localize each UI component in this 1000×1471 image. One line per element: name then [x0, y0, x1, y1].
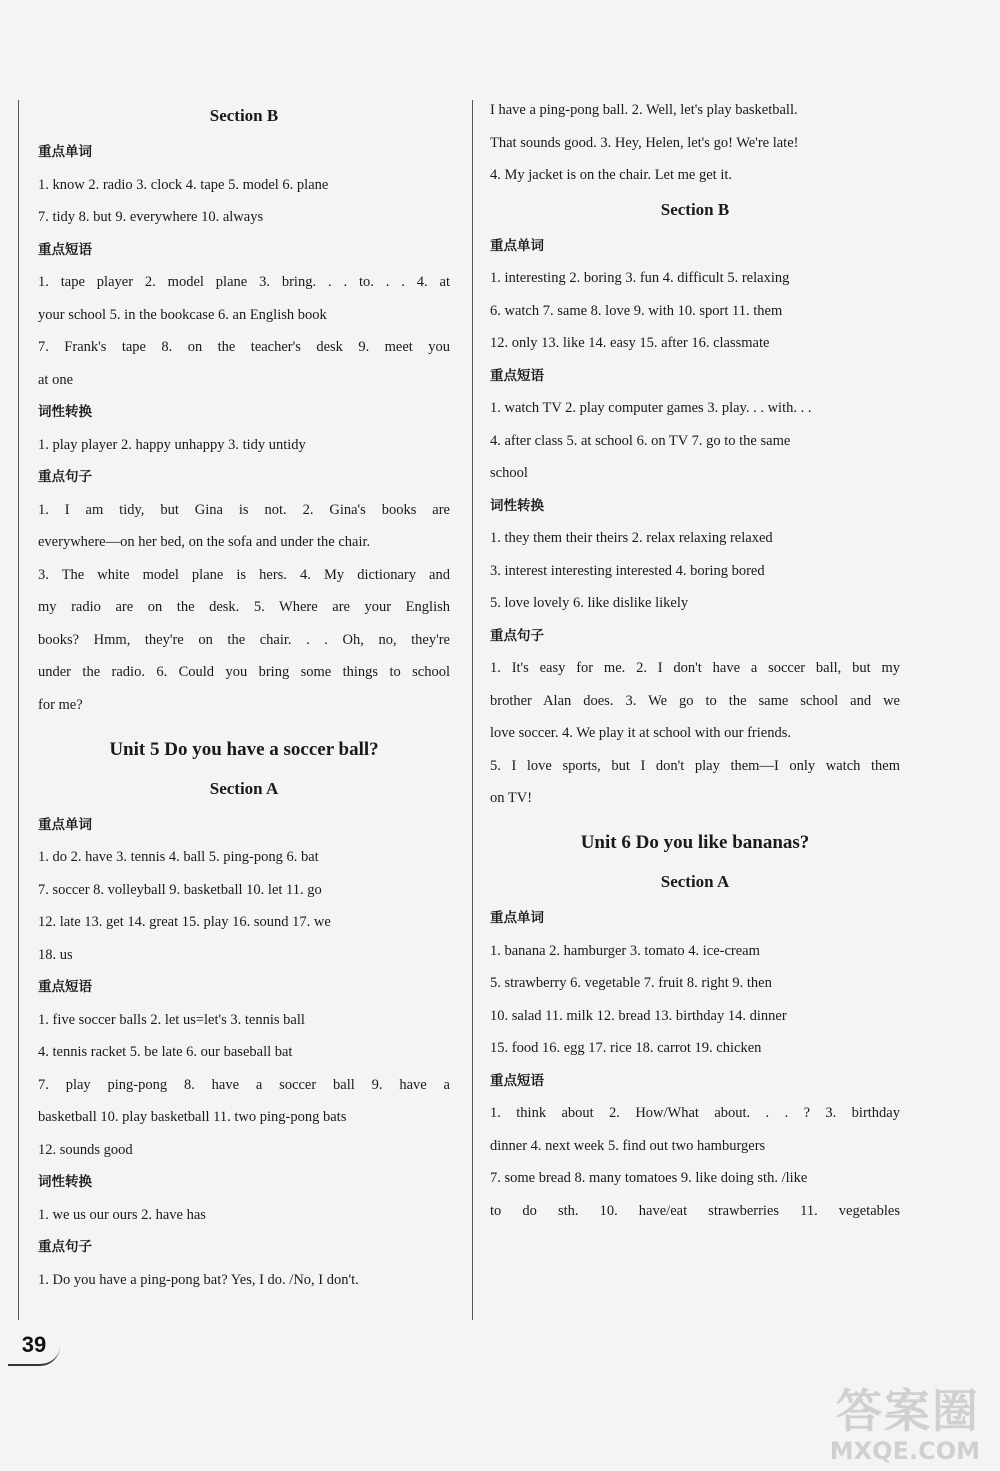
- category-heading: 重点单词: [38, 144, 92, 160]
- page-number: 39: [8, 1326, 60, 1366]
- category-heading: 重点短语: [38, 241, 92, 258]
- answer-line: 3. The white model plane is hers. 4. My dictionary and: [38, 566, 450, 583]
- answer-line: your school 5. in the bookcase 6. an English book: [38, 306, 327, 323]
- answer-line: 1. know 2. radio 3. clock 4. tape 5. model 6. plane: [38, 176, 329, 193]
- answer-line: basketball 10. play basketball 11. two ping-pong bats: [38, 1109, 347, 1125]
- answer-line: 1. they them their theirs 2. relax relaxing relaxed: [490, 530, 773, 546]
- answer-line: 1. banana 2. hamburger 3. tomato 4. ice-cream: [490, 942, 760, 959]
- answer-line: 7. Frank's tape 8. on the teacher's desk 9. meet you: [38, 339, 450, 355]
- left-margin-rule: [18, 100, 19, 1320]
- answer-line: 12. only 13. like 14. easy 15. after 16. classmate: [490, 335, 770, 351]
- answer-line: 1. we us our ours 2. have has: [38, 1206, 206, 1223]
- answer-line: 1. play player 2. happy unhappy 3. tidy untidy: [38, 436, 306, 453]
- unit-title: Unit 6 Do you like bananas?: [580, 832, 810, 853]
- answer-line: everywhere—on her bed, on the sofa and under the chair.: [38, 534, 371, 550]
- section-heading: Section B: [209, 106, 279, 125]
- category-heading: 重点句子: [490, 627, 544, 644]
- answer-line: under the radio. 6. Could you bring some things to school: [38, 664, 450, 680]
- answer-line: 1. think about 2. How/What about. . . ? 3. birthday: [490, 1105, 900, 1121]
- answer-line: 12. sounds good: [38, 1141, 133, 1158]
- category-heading: 重点短语: [38, 979, 92, 995]
- answer-line: 1. watch TV 2. play computer games 3. play. . . with. . .: [490, 400, 812, 416]
- answer-line: 3. interest interesting interested 4. boring bored: [490, 562, 765, 579]
- answer-line: 4. tennis racket 5. be late 6. our baseball bat: [38, 1044, 293, 1060]
- category-heading: 重点短语: [490, 1072, 544, 1089]
- answer-line: 1. Do you have a ping-pong bat? Yes, I do. /No, I don't.: [38, 1271, 359, 1288]
- answer-line: 1. interesting 2. boring 3. fun 4. difficult 5. relaxing: [490, 270, 790, 286]
- answer-line: 10. salad 11. milk 12. bread 13. birthday 14. dinner: [490, 1007, 787, 1024]
- answer-line: 7. soccer 8. volleyball 9. basketball 10. let 11. go: [38, 881, 322, 898]
- category-heading: 重点短语: [490, 367, 544, 384]
- category-heading: 重点单词: [490, 237, 544, 254]
- category-heading: 词性转换: [38, 404, 92, 420]
- category-heading: 重点单词: [490, 910, 544, 926]
- answer-line: I have a ping-pong ball. 2. Well, let's play basketball.: [490, 102, 798, 118]
- column-divider: [472, 100, 473, 1320]
- answer-line: 12. late 13. get 14. great 15. play 16. sound 17. we: [38, 914, 331, 930]
- answer-line: 7. some bread 8. many tomatoes 9. like doing sth. /like: [490, 1170, 808, 1186]
- answer-line: 1. tape player 2. model plane 3. bring. . . to. . . 4. at: [38, 274, 450, 290]
- answer-line: 1. I am tidy, but Gina is not. 2. Gina's books are: [38, 501, 450, 518]
- category-heading: 词性转换: [38, 1174, 92, 1190]
- section-heading: Section A: [209, 778, 279, 798]
- answer-line: 4. after class 5. at school 6. on TV 7. go to the same: [490, 432, 791, 449]
- answer-line: my radio are on the desk. 5. Where are your English: [38, 599, 450, 615]
- answer-line: school: [490, 465, 528, 481]
- answer-line: 5. strawberry 6. vegetable 7. fruit 8. right 9. then: [490, 975, 772, 991]
- category-heading: 词性转换: [490, 497, 544, 514]
- answer-line: to do sth. 10. have/eat strawberries 11. vegetables: [490, 1202, 900, 1219]
- category-heading: 重点单词: [38, 816, 92, 833]
- section-heading: Section A: [660, 872, 730, 891]
- unit-title: Unit 5 Do you have a soccer ball?: [109, 738, 379, 760]
- answer-line: books? Hmm, they're on the chair. . . Oh, no, they're: [38, 631, 450, 648]
- section-heading: Section B: [660, 199, 730, 219]
- answer-line: 6. watch 7. same 8. love 9. with 10. sport 11. them: [490, 302, 783, 319]
- answer-line: love soccer. 4. We play it at school with our friends.: [490, 725, 791, 741]
- answer-line: 5. love lovely 6. like dislike likely: [490, 595, 689, 611]
- answer-line: 15. food 16. egg 17. rice 18. carrot 19. chicken: [490, 1040, 762, 1056]
- answer-line: 5. I love sports, but I don't play them—I only watch them: [490, 757, 900, 774]
- answer-line: dinner 4. next week 5. find out two hamburgers: [490, 1137, 766, 1154]
- category-heading: 重点句子: [38, 469, 92, 485]
- site-watermark: [760, 1375, 980, 1465]
- answer-line: 7. play ping-pong 8. have a soccer ball 9. have a: [38, 1076, 450, 1093]
- answer-line: 1. It's easy for me. 2. I don't have a soccer ball, but my: [490, 660, 900, 676]
- watermark-logo-text: 答案圈: [836, 1384, 980, 1438]
- watermark-url: MXQE.COM: [829, 1437, 980, 1465]
- left-column: [38, 100, 450, 1302]
- answer-line: at one: [38, 371, 74, 388]
- answer-line: 4. My jacket is on the chair. Let me get it.: [490, 167, 733, 183]
- answer-line: 18. us: [38, 946, 73, 963]
- answer-line: on TV!: [490, 790, 533, 806]
- answer-line: 1. do 2. have 3. tennis 4. ball 5. ping-pong 6. bat: [38, 849, 319, 865]
- category-heading: 重点句子: [38, 1239, 92, 1255]
- right-column: [490, 100, 900, 1233]
- answer-line: for me?: [38, 696, 83, 713]
- answer-line: That sounds good. 3. Hey, Helen, let's go! We're late!: [490, 134, 799, 151]
- answer-line: brother Alan does. 3. We go to the same school and we: [490, 692, 900, 709]
- answer-line: 7. tidy 8. but 9. everywhere 10. always: [38, 209, 264, 225]
- answer-line: 1. five soccer balls 2. let us=let's 3. tennis ball: [38, 1011, 305, 1028]
